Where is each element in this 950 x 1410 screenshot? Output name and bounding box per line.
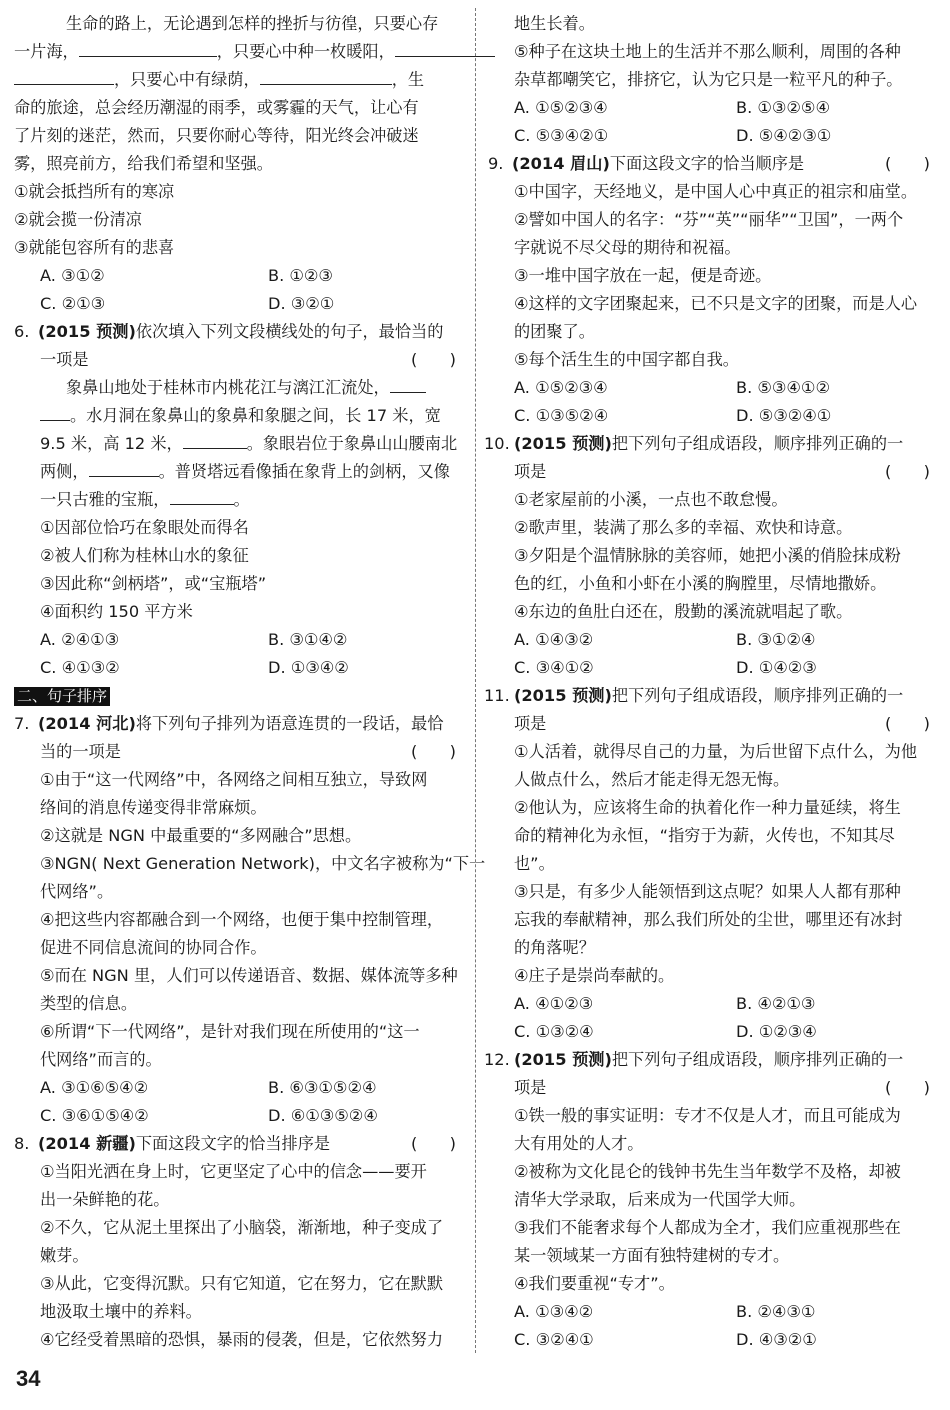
fill-blank xyxy=(183,433,247,449)
sentence-line: ②被称为文化昆仑的钱钟书先生当年数学不及格，却被 xyxy=(514,1162,901,1181)
sentence-line: 地汲取土壤中的养料。 xyxy=(40,1302,202,1321)
answer-options xyxy=(488,1298,938,1326)
sentence-line: ②这就是 NGN 中最重要的“多网融合”思想。 xyxy=(40,826,362,845)
option-b[interactable]: B. ③①②④ xyxy=(736,630,816,649)
answer-options xyxy=(488,626,938,654)
option-d[interactable]: D. ①③④② xyxy=(268,658,349,677)
answer-options xyxy=(488,990,938,1018)
question-number: 7. xyxy=(14,714,30,733)
question-source: (2014 河北) xyxy=(38,714,136,733)
question-10-stem: 10. (2015 预测)把下列句子组成语段，顺序排列正确的一 xyxy=(488,430,938,458)
answer-options xyxy=(14,290,464,318)
option-b[interactable]: B. ①③②⑤④ xyxy=(736,98,830,117)
question-number: 10. xyxy=(484,434,510,453)
option-a[interactable]: A. ①④③② xyxy=(514,630,594,649)
sentence-line: ②譬如中国人的名字：“芬”“英”“丽华”“卫国”，一两个 xyxy=(514,210,904,229)
option-c[interactable]: C. ①③②④ xyxy=(514,1022,594,1041)
sentence-line: 色的红，小鱼和小虾在小溪的胸膛里，尽情地撒娇。 xyxy=(514,574,887,593)
sentence-line: 的角落呢？ xyxy=(514,938,595,957)
question-source: (2014 眉山) xyxy=(512,154,610,173)
answer-bracket[interactable]: ( ) xyxy=(884,154,930,173)
answer-options xyxy=(488,402,938,430)
choice-item: ③就能包容所有的悲喜 xyxy=(14,238,175,257)
sentence-line: 大有用处的人才。 xyxy=(514,1134,644,1153)
sentence-line: ⑥所谓“下一代网络”，是针对我们现在所使用的“这一 xyxy=(40,1022,420,1041)
question-number: 8. xyxy=(14,1134,30,1153)
option-b[interactable]: B. ⑤③④①② xyxy=(736,378,830,397)
option-d[interactable]: D. ④③②① xyxy=(736,1330,817,1349)
passage-line: 生命的路上，无论遇到怎样的挫折与彷徨，只要心存 xyxy=(66,14,439,33)
option-d[interactable]: D. ⑤④②③① xyxy=(736,126,832,145)
fill-blank xyxy=(89,461,159,477)
choice-item: ④面积约 150 平方米 xyxy=(40,602,193,621)
option-b[interactable]: B. ②④③① xyxy=(736,1302,816,1321)
passage-line: 了片刻的迷茫，然而，只要你耐心等待，阳光终会冲破迷 xyxy=(14,126,419,145)
option-b[interactable]: B. ①②③ xyxy=(268,266,333,285)
question-12-stem: 项是 ( ) xyxy=(488,1074,938,1102)
answer-bracket[interactable]: ( ) xyxy=(884,1078,930,1097)
option-a[interactable]: A. ②④①③ xyxy=(40,630,120,649)
choice-item: ①就会抵挡所有的寒凉 xyxy=(14,182,175,201)
sentence-line: ①当阳光洒在身上时，它更坚定了心中的信念——要开 xyxy=(40,1162,427,1181)
answer-options xyxy=(488,94,938,122)
sentence-line: ⑤种子在这块土地上的生活并不那么顺利，周围的各种 xyxy=(514,42,901,61)
sentence-line: 清华大学录取，后来成为一代国学大师。 xyxy=(514,1190,806,1209)
question-number: 6. xyxy=(14,322,30,341)
option-c[interactable]: C. ④①③② xyxy=(40,658,120,677)
answer-options xyxy=(14,654,464,682)
sentence-line: ①老家屋前的小溪，一点也不敢怠慢。 xyxy=(514,490,788,509)
passage-line: 一只古雅的宝瓶， 。 xyxy=(40,490,250,509)
passage-line: 9.5 米，高 12 米， 。象眼岩位于象鼻山山腰南北 xyxy=(40,434,458,453)
sentence-line: ②他认为，应该将生命的执着化作一种力量延续，将生 xyxy=(514,798,901,817)
passage-line: ，只要心中有绿荫， ，生 xyxy=(14,66,464,94)
answer-options xyxy=(488,1326,938,1354)
answer-options xyxy=(14,262,464,290)
question-7-stem: 当的一项是 ( ) xyxy=(14,738,464,766)
option-c[interactable]: C. ③④①② xyxy=(514,658,594,677)
option-a[interactable]: A. ③①⑥⑤④② xyxy=(40,1078,149,1097)
left-column xyxy=(14,10,486,1354)
sentence-line: ④它经受着黑暗的恐惧，暴雨的侵袭，但是，它依然努力 xyxy=(40,1330,444,1349)
question-10-stem: 项是 ( ) xyxy=(488,458,938,486)
sentence-line: ④东边的鱼肚白还在，殷勤的溪流就唱起了歌。 xyxy=(514,602,853,621)
sentence-line: 忘我的奉献精神，那么我们所处的尘世，哪里还有冰封 xyxy=(514,910,903,929)
section-heading: 二、句子排序 xyxy=(14,687,110,706)
sentence-line: ①人活着，就得尽自己的力量，为后世留下点什么，为他 xyxy=(514,742,918,761)
question-source: (2015 预测) xyxy=(514,686,612,705)
answer-options xyxy=(488,1018,938,1046)
sentence-line: ③只是，有多少人能领悟到这点呢？如果人人都有那种 xyxy=(514,882,901,901)
sentence-line: 也”。 xyxy=(514,854,555,873)
fill-blank xyxy=(395,41,495,57)
sentence-line: ①中国字，天经地义，是中国人心中真正的祖宗和庙堂。 xyxy=(514,182,918,201)
fill-blank xyxy=(14,69,114,85)
sentence-line: ③一堆中国字放在一起，便是奇迹。 xyxy=(514,266,772,285)
question-12-stem: 12. (2015 预测)把下列句子组成语段，顺序排列正确的一 xyxy=(488,1046,938,1074)
answer-options xyxy=(14,626,464,654)
option-b[interactable]: B. ③①④② xyxy=(268,630,348,649)
answer-bracket[interactable]: ( ) xyxy=(410,350,456,369)
sentence-line: 促进不同信息流间的协同合作。 xyxy=(40,938,267,957)
option-a[interactable]: A. ③①② xyxy=(40,266,105,285)
option-c[interactable]: C. ⑤③④②① xyxy=(514,126,609,145)
sentence-line: 字就说不尽父母的期待和祝福。 xyxy=(514,238,741,257)
question-8-stem: 8. (2014 新疆)下面这段文字的恰当排序是 ( ) xyxy=(14,1130,464,1158)
column-divider xyxy=(475,8,476,1353)
fill-blank xyxy=(390,377,426,393)
page-number: 34 xyxy=(16,1366,41,1391)
option-c[interactable]: C. ①③⑤②④ xyxy=(514,406,609,425)
sentence-line: ③NGN( Next Generation Network)，中文名字被称为“下一 xyxy=(40,854,486,873)
answer-bracket[interactable]: ( ) xyxy=(884,462,930,481)
question-6-stem: 一项是 ( ) xyxy=(14,346,464,374)
option-a[interactable]: A. ①⑤②③④ xyxy=(514,378,608,397)
sentence-line: ④这样的文字团聚起来，已不只是文字的团聚，而是人心 xyxy=(514,294,918,313)
passage-line: 。水月洞在象鼻山的象鼻和象腿之间，长 17 米，宽 xyxy=(14,402,464,430)
choice-item: ②被人们称为桂林山水的象征 xyxy=(40,546,249,565)
option-c[interactable]: C. ③②④① xyxy=(514,1330,594,1349)
choice-item: ①因部位恰巧在象眼处而得名 xyxy=(40,518,249,537)
sentence-line: 代网络”而言的。 xyxy=(40,1050,162,1069)
option-c[interactable]: C. ③⑥①⑤④② xyxy=(40,1106,149,1125)
sentence-line: 的团聚了。 xyxy=(514,322,595,341)
sentence-line: 人做点什么，然后才能走得无怨无悔。 xyxy=(514,770,790,789)
answer-bracket[interactable]: ( ) xyxy=(884,714,930,733)
sentence-line: 络间的消息传递变得非常麻烦。 xyxy=(40,798,267,817)
option-a[interactable]: A. ④①②③ xyxy=(514,994,594,1013)
section-heading-row xyxy=(14,682,464,710)
sentence-line: 出一朵鲜艳的花。 xyxy=(40,1190,170,1209)
option-d[interactable]: D. ①④②③ xyxy=(736,658,817,677)
sentence-line: 杂草都嘲笑它，排挤它，认为它只是一粒平凡的种子。 xyxy=(514,70,903,89)
sentence-line: ③夕阳是个温情脉脉的美容师，她把小溪的俏脸抹成粉 xyxy=(514,546,901,565)
question-number: 11. xyxy=(484,686,510,705)
passage-line: 象鼻山地处于桂林市内桃花江与漓江汇流处， xyxy=(14,374,464,402)
sentence-line: ⑤而在 NGN 里，人们可以传递语音、数据、媒体流等多种 xyxy=(40,966,458,985)
answer-options xyxy=(14,1074,464,1102)
question-11-stem: 11. (2015 预测)把下列句子组成语段，顺序排列正确的一 xyxy=(488,682,938,710)
sentence-line: ⑤每个活生生的中国字都自我。 xyxy=(514,350,739,369)
option-c[interactable]: C. ②①③ xyxy=(40,294,106,313)
option-a[interactable]: A. ①⑤②③④ xyxy=(514,98,608,117)
sentence-line: ②不久，它从泥土里探出了小脑袋，渐渐地，种子变成了 xyxy=(40,1218,444,1237)
sentence-line: 类型的信息。 xyxy=(40,994,138,1013)
option-d[interactable]: D. ⑥①③⑤②④ xyxy=(268,1106,378,1125)
question-source: (2014 新疆) xyxy=(38,1134,136,1153)
question-source: (2015 预测) xyxy=(514,434,612,453)
right-column xyxy=(484,10,938,1354)
choice-item: ③因此称“剑柄塔”，或“宝瓶塔” xyxy=(40,574,267,593)
choice-item: ②就会揽一份清凉 xyxy=(14,210,142,229)
answer-bracket[interactable]: ( ) xyxy=(410,742,456,761)
sentence-line: ②歌声里，装满了那么多的幸福、欢快和诗意。 xyxy=(514,518,853,537)
passage-line: 命的旅途，总会经历潮湿的雨季，或雾霾的天气，让心有 xyxy=(14,98,419,117)
fill-blank xyxy=(170,489,234,505)
sentence-line: 代网络”。 xyxy=(40,882,114,901)
question-7-stem: 7. (2014 河北)将下列句子排列为语意连贯的一段话，最恰 xyxy=(14,710,464,738)
fill-blank xyxy=(40,405,70,421)
answer-options xyxy=(14,1102,464,1130)
answer-options xyxy=(488,122,938,150)
sentence-line: ④庄子是崇尚奉献的。 xyxy=(514,966,675,985)
passage-line: 雾，照亮前方，给我们希望和坚强。 xyxy=(14,154,273,173)
option-a[interactable]: A. ①③④② xyxy=(514,1302,594,1321)
fill-blank xyxy=(79,41,217,57)
question-source: (2015 预测) xyxy=(38,322,136,341)
sentence-line: ③从此，它变得沉默。只有它知道，它在努力，它在默默 xyxy=(40,1274,444,1293)
answer-options xyxy=(488,374,938,402)
question-number: 12. xyxy=(484,1050,510,1069)
sentence-line: ④把这些内容都融合到一个网络，也便于集中控制管理， xyxy=(40,910,444,929)
sentence-line: 地生长着。 xyxy=(514,14,595,33)
passage-line: 一片海， ，只要心中种一枚暖阳， xyxy=(14,38,464,66)
option-d[interactable]: D. ⑤③②④① xyxy=(736,406,832,425)
question-9-stem: 9. (2014 眉山)下面这段文字的恰当顺序是 ( ) xyxy=(488,150,938,178)
option-d[interactable]: D. ①②③④ xyxy=(736,1022,817,1041)
answer-bracket[interactable]: ( ) xyxy=(410,1134,456,1153)
sentence-line: 嫩芽。 xyxy=(40,1246,89,1265)
answer-options xyxy=(488,654,938,682)
sentence-line: ④我们要重视“专才”。 xyxy=(514,1274,675,1293)
sentence-line: ①由于“这一代网络”中，各网络之间相互独立，导致网 xyxy=(40,770,428,789)
question-source: (2015 预测) xyxy=(514,1050,612,1069)
sentence-line: ③我们不能奢求每个人都成为全才，我们应重视那些在 xyxy=(514,1218,901,1237)
sentence-line: 某一领域某一方面有独特建树的专才。 xyxy=(514,1246,790,1265)
question-11-stem: 项是 ( ) xyxy=(488,710,938,738)
passage-line: 两侧， 。普贤塔远看像插在象背上的剑柄，又像 xyxy=(40,462,450,481)
sentence-line: ①铁一般的事实证明：专才不仅是人才，而且可能成为 xyxy=(514,1106,901,1125)
question-6-stem: 6. (2015 预测)依次填入下列文段横线处的句子，最恰当的 xyxy=(14,318,464,346)
question-number: 9. xyxy=(488,154,504,173)
option-b[interactable]: B. ⑥③①⑤②④ xyxy=(268,1078,377,1097)
option-b[interactable]: B. ④②①③ xyxy=(736,994,816,1013)
option-d[interactable]: D. ③②① xyxy=(268,294,335,313)
fill-blank xyxy=(260,69,392,85)
sentence-line: 命的精神化为永恒，“指穷于为薪，火传也，不知其尽 xyxy=(514,826,895,845)
